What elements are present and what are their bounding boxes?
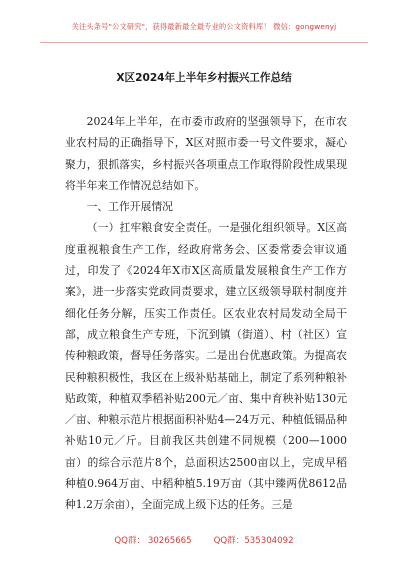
document-body <box>65 111 347 516</box>
intro-paragraph: 2024年上半年，在市委市政府的坚强领导下，在市农业农村局的正确指导下，X区对照市委一号文件要求，凝心聚力，狠抓落实，乡村振兴各项重点工作取得阶段性成果现将半年来工作情况总结如下。 <box>65 115 347 192</box>
footer-qq-group-1: QQ群： 30265665 <box>114 536 192 546</box>
header-divider <box>40 42 368 43</box>
footer-contact <box>0 534 408 546</box>
section-heading: 一、工作开展情况 <box>86 200 173 214</box>
document-title: X区2024年上半年乡村振兴工作总结 <box>116 72 292 84</box>
body-paragraph: （一）扛牢粮食安全责任。一是强化组织领导。X区高度重视粮食生产工作，经政府常务会、区委常委会审议通过，印发了《2024年X市X区高质量发展粮食生产工作方案》，进一步落实党政同责要求，建立区级领导联村制度并细化任务分解，压实工作责任。区农业农村局发动全局干部，成立粮食生产专班，下沉到镇（街道）、村（社区）宣传种粮政策，督导任务落实。二是出台优惠政策。为提高农民种粮积极性，我区在上级补贴基础上，制定了系列种粮补贴政策，种植双季稻补贴200元／亩、集中育秧补贴130元／亩、种粮示范片根据面积补贴4—24万元、种植低镉品种补贴10元／斤。目前我区共创建不同规模（200—1000亩）的综合示范片8个，总面积达2500亩以上，完成早稻种植0.964万亩、中稻种植5.19万亩（其中臻两优8612品种1.2万余亩），全面完成上级下达的任务。三是 <box>65 221 347 512</box>
header-promo-note: 关注头条号"公文研究"，获得最新最全最专业的公文资料库！ 微信：gongwenyj <box>71 22 337 31</box>
footer-qq-group-2: QQ群：535304092 <box>213 536 294 546</box>
